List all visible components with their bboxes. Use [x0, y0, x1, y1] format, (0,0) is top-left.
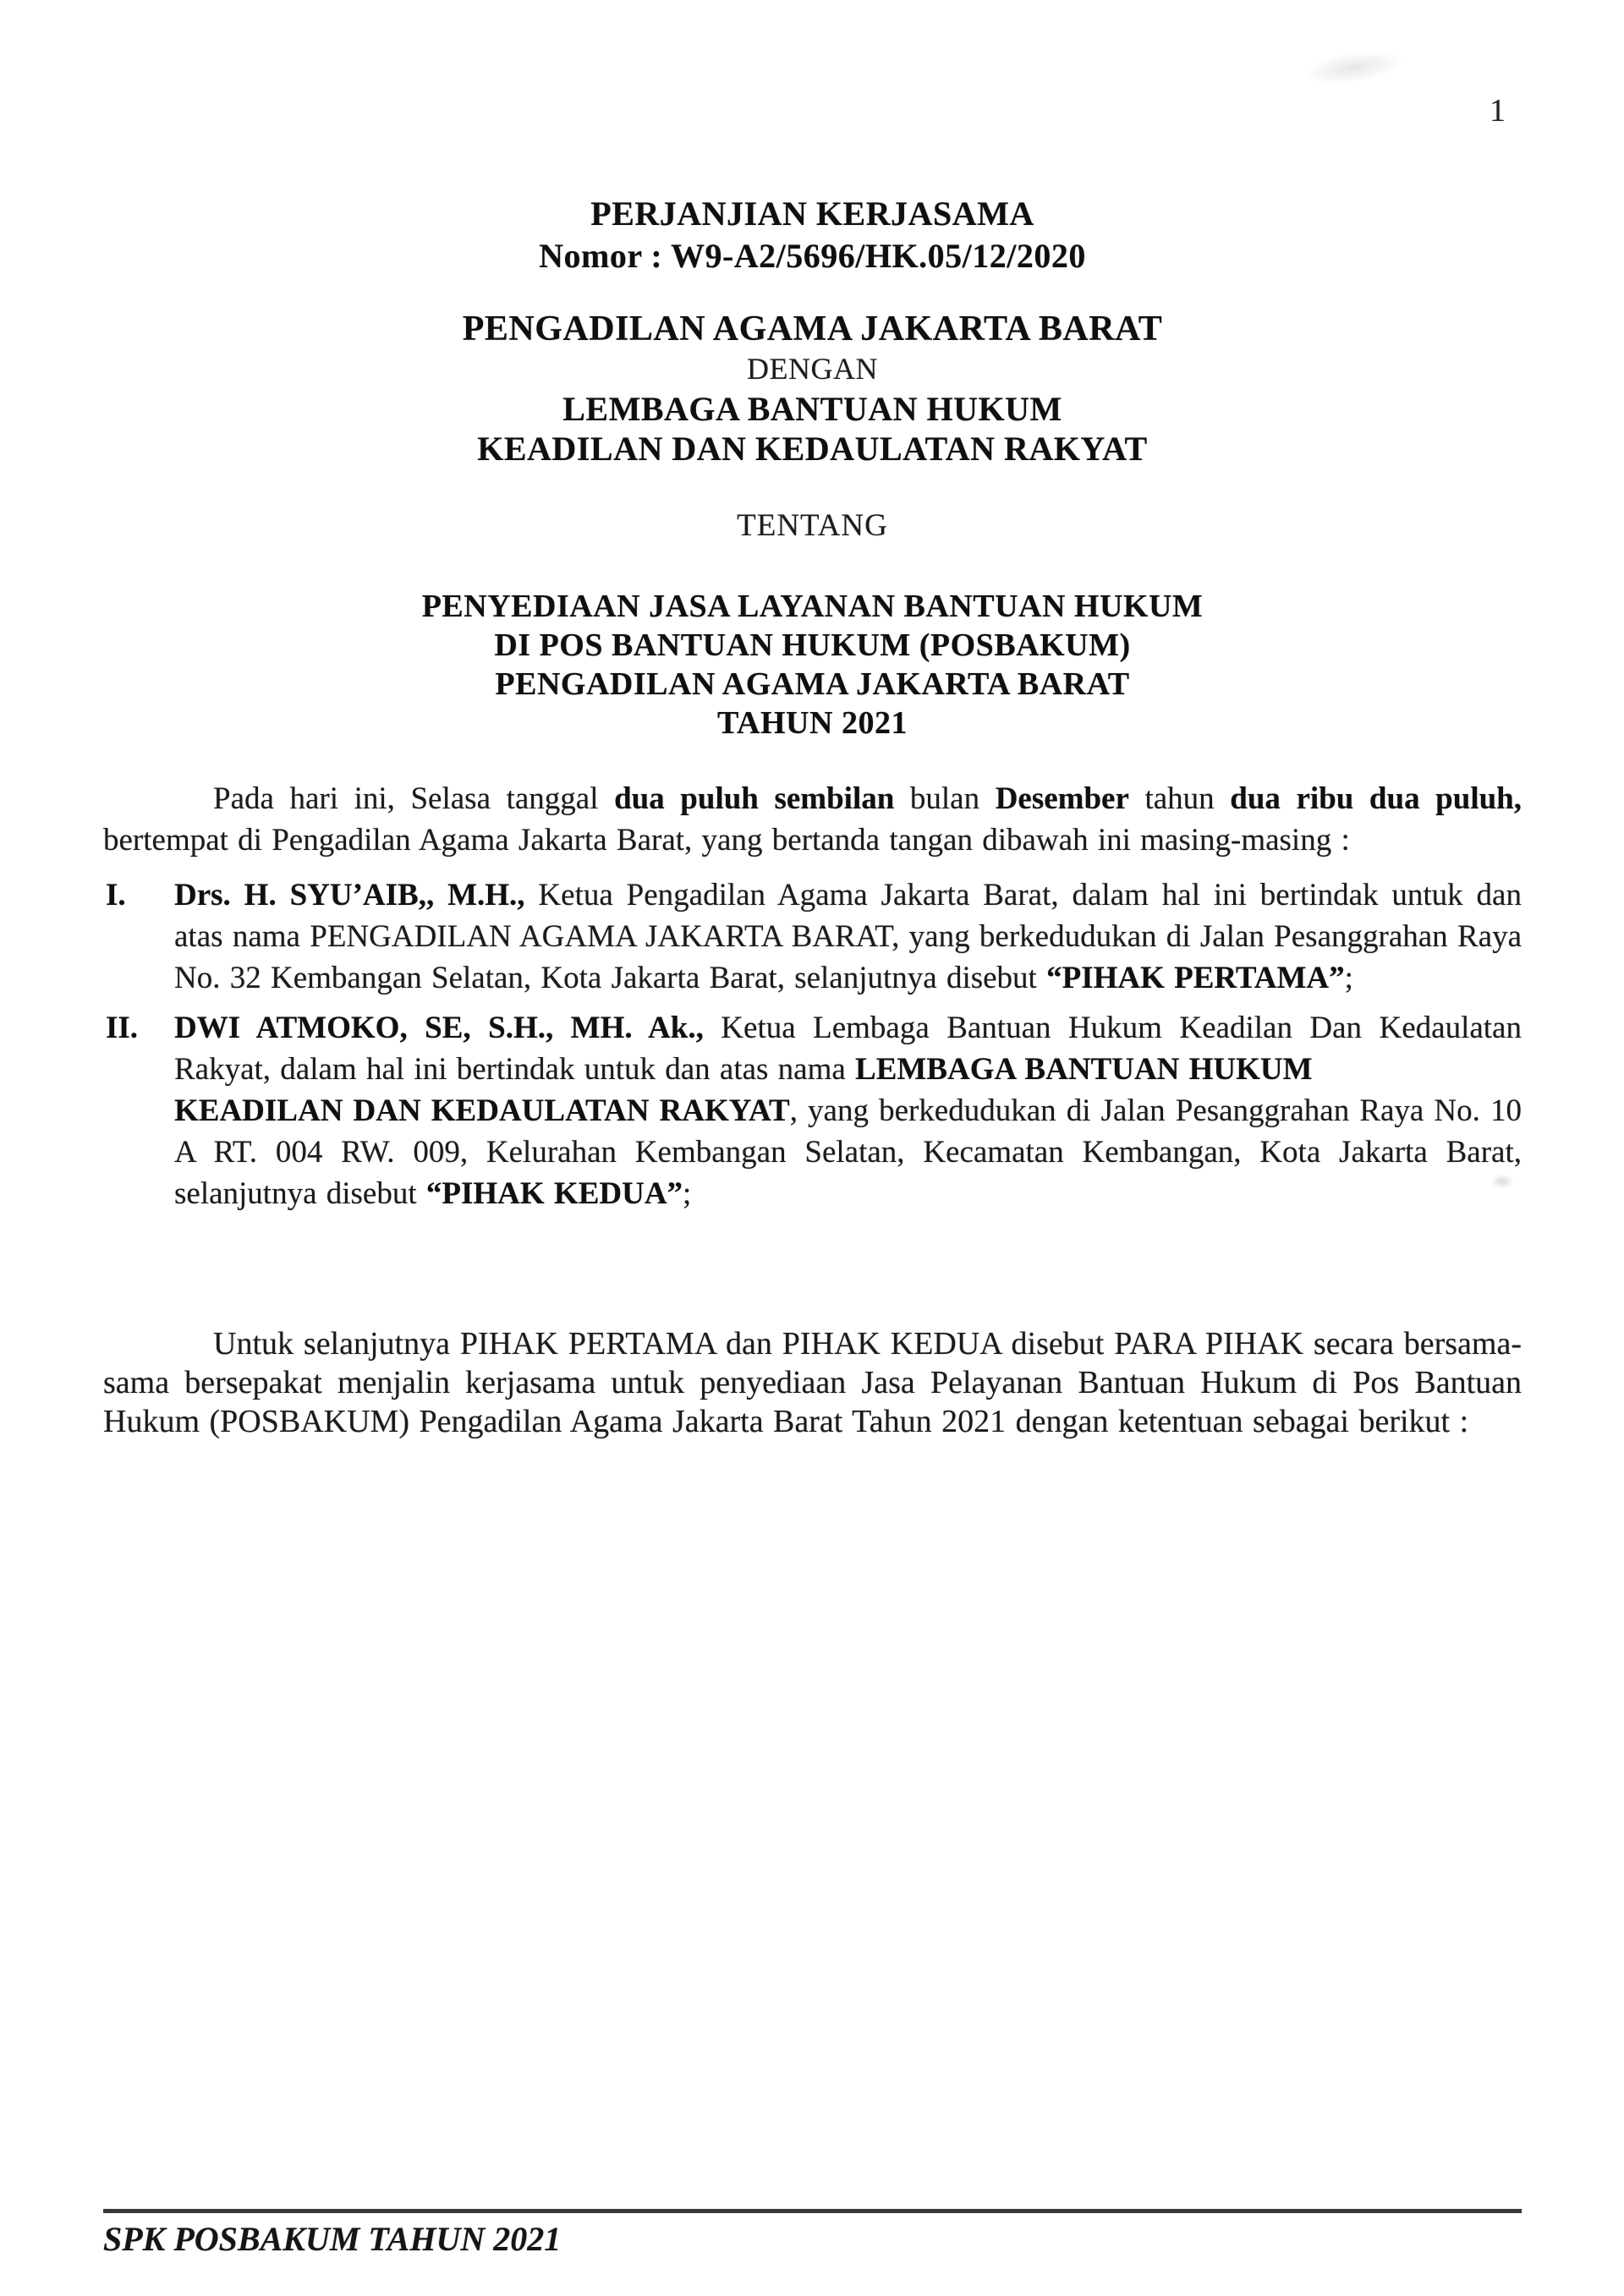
party-number: II. — [106, 1011, 139, 1045]
year-words: dua ribu dua puluh, — [1230, 781, 1522, 816]
party-two-org-line: LEMBAGA BANTUAN HUKUM — [855, 1052, 1313, 1087]
party-two-alias: “PIHAK KEDUA” — [425, 1176, 683, 1211]
document-title-block — [103, 193, 1522, 277]
party-description: DWI ATMOKO, SE, S.H., MH. Ak., Ketua Lembaga Bantuan Hukum Keadilan Dan Kedaulatan Rakyat, dalam hal ini bertindak untuk dan atas nama LEMBAGA BANTUAN HUKUM KEADILAN DAN KEDAULATAN RAKYAT, yang berkedudukan di Jalan Pesanggrahan Raya No. 10 A RT. 004 RW. 009, Kelurahan Kembangan Selatan, Kecamatan Kembangan, Kota Jakarta Barat, selanjutnya disebut “PIHAK KEDUA”; — [174, 1011, 1522, 1211]
party-one-name: PENGADILAN AGAMA JAKARTA BARAT — [462, 310, 1163, 348]
month-word: Desember — [995, 781, 1129, 816]
party-number: I. — [106, 878, 126, 912]
document-title: PERJANJIAN KERJASAMA — [590, 195, 1034, 233]
party-two-org-continued: KEADILAN DAN KEDAULATAN RAKYAT — [174, 1093, 790, 1128]
party-two-name-line-2: KEADILAN DAN KEDAULATAN RAKYAT — [477, 430, 1148, 468]
subject-block — [103, 587, 1522, 743]
subject-line: PENGADILAN AGAMA JAKARTA BARAT — [495, 666, 1130, 702]
subject-line: TAHUN 2021 — [717, 705, 908, 741]
opening-text: Pada hari ini, Selasa tanggal — [213, 781, 615, 816]
scan-artifact — [1301, 46, 1406, 90]
party-one-signatory: Drs. H. SYU’AIB,, M.H., — [174, 878, 539, 912]
party-one-alias: “PIHAK PERTAMA” — [1046, 961, 1345, 995]
with-label: DENGAN — [747, 352, 878, 386]
page-footer — [103, 2209, 1522, 2258]
opening-paragraph: Pada hari ini, Selasa tanggal dua puluh sembilan bulan Desember tahun dua ribu dua puluh, bertempat di Pengadilan Agama Jakarta Barat, yang bertanda tangan dibawah ini masing-masing : — [103, 781, 1522, 858]
page-number: 1 — [1490, 93, 1506, 129]
closing-paragraph: Untuk selanjutnya PIHAK PERTAMA dan PIHAK KEDUA disebut PARA PIHAK secara bersama-sama bersepakat menjalin kerjasama untuk penyediaan Jasa Pelayanan Bantuan Hukum di Pos Bantuan Hukum (POSBAKUM) Pengadilan Agama Jakarta Barat Tahun 2021 dengan ketentuan sebagai berikut : — [103, 1326, 1522, 1439]
party-item-second — [103, 1007, 1522, 1214]
parties-list — [103, 874, 1522, 1214]
party-item-first — [103, 874, 1522, 999]
party-two-signatory: DWI ATMOKO, SE, S.H., MH. Ak., — [174, 1011, 721, 1045]
subject-line: PENYEDIAAN JASA LAYANAN BANTUAN HUKUM — [421, 589, 1204, 624]
party-description: Drs. H. SYU’AIB,, M.H., Ketua Pengadilan Agama Jakarta Barat, dalam hal ini bertindak untuk dan atas nama PENGADILAN AGAMA JAKARTA BARAT, yang berkedudukan di Jalan Pesanggrahan Raya No. 32 Kembangan Selatan, Kota Jakarta Barat, selanjutnya disebut “PIHAK PERTAMA”; — [174, 878, 1522, 995]
document-number: Nomor : W9-A2/5696/HK.05/12/2020 — [539, 237, 1086, 275]
parties-title-block — [103, 310, 1522, 469]
subject-line: DI POS BANTUAN HUKUM (POSBAKUM) — [494, 627, 1131, 663]
footer-text: SPK POSBAKUM TAHUN 2021 — [103, 2220, 562, 2258]
party-two-name-line-1: LEMBAGA BANTUAN HUKUM — [562, 390, 1062, 428]
date-words: dua puluh sembilan — [614, 781, 895, 816]
about-label: TENTANG — [737, 508, 888, 543]
